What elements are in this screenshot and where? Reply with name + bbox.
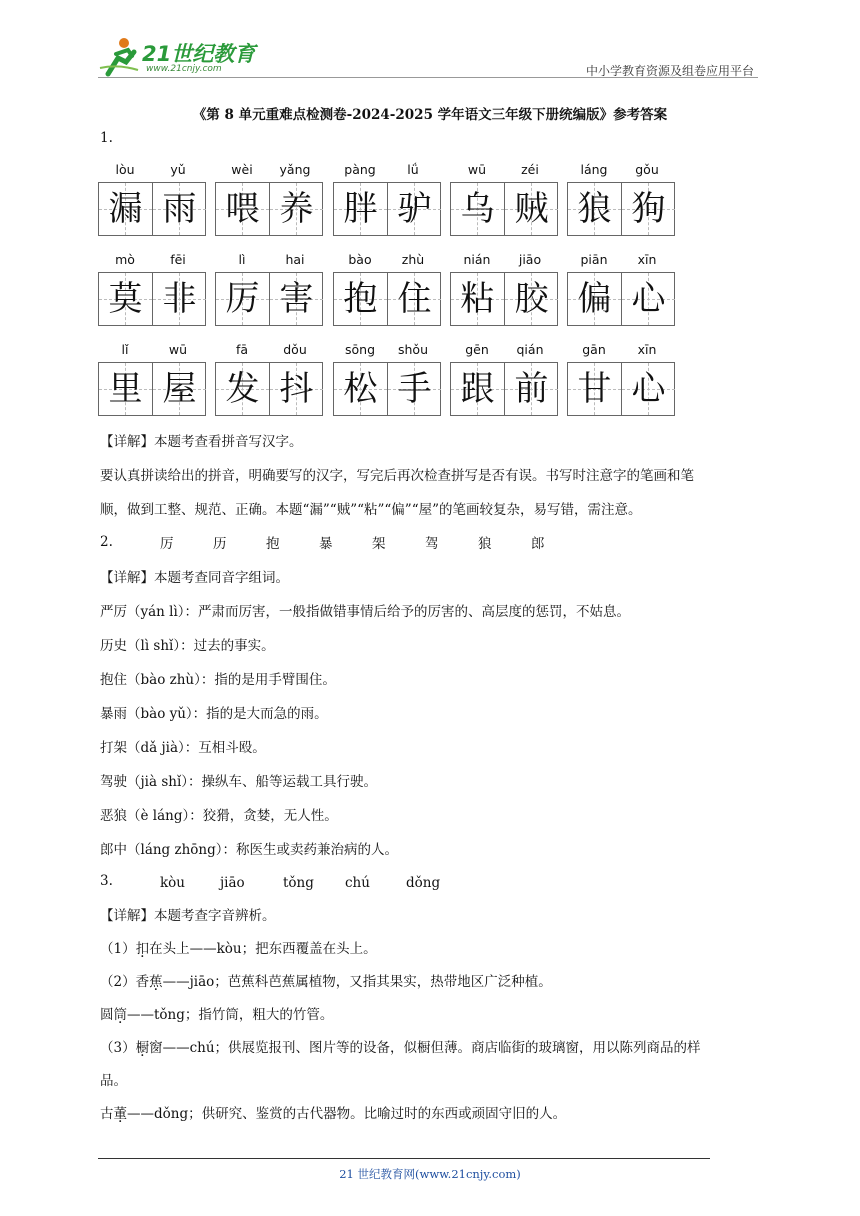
hanzi: 贼	[514, 189, 549, 229]
hanzi: 雨	[162, 189, 197, 229]
runner-logo-icon	[98, 34, 142, 78]
q2-explanation-line: 抱住（bào zhù）：指的是用手臂围住。	[100, 672, 336, 688]
hanzi: 偏	[577, 279, 612, 319]
q2-explanation-line: 打架（dǎ jià）：互相斗殴。	[100, 740, 266, 756]
character-box	[568, 363, 621, 415]
q3-detail: 【详解】本题考查字音辨析。	[100, 908, 276, 924]
q2-explanation-line: 暴雨（bào yǔ）：指的是大而急的雨。	[100, 706, 328, 722]
pinyin: piān	[580, 252, 608, 267]
q2-explanation-line: 历史（lì shǐ）：过去的事实。	[100, 638, 275, 654]
pinyin: lòu	[115, 162, 135, 177]
q3-answer: tǒng	[283, 875, 314, 891]
q3-line-4-cont: 品。	[100, 1073, 127, 1089]
pinyin-row	[215, 340, 323, 358]
pinyin: fā	[235, 342, 249, 357]
q2-detail: 【详解】本题考查同音字组词。	[100, 570, 289, 586]
q3-answer: dǒng	[406, 875, 441, 891]
tian-grid-boxes	[215, 182, 323, 236]
pinyin: mò	[115, 252, 135, 267]
document-title: 《第 8 单元重难点检测卷-2024-2025 学年语文三年级下册统编版》参考答案	[192, 107, 668, 123]
hanzi: 前	[514, 369, 549, 409]
hanzi: 喂	[225, 189, 260, 229]
pinyin: lǐ	[121, 342, 129, 357]
q1-explain-line-1: 要认真拼读给出的拼音，明确要写的汉字，写完后再次检查拼写是否有误。书写时注意字的笔画和笔	[100, 468, 694, 484]
question-2-number: 2.	[100, 534, 113, 550]
pinyin: xīn	[637, 342, 657, 357]
q3-answer: chú	[345, 875, 370, 891]
hanzi: 驴	[397, 189, 432, 229]
pinyin-row	[333, 250, 441, 268]
tian-grid-boxes	[333, 272, 441, 326]
pinyin-row	[98, 340, 206, 358]
tian-grid-boxes	[567, 362, 675, 416]
character-box	[621, 273, 675, 325]
pinyin-row	[567, 160, 675, 178]
character-box	[451, 273, 504, 325]
tian-grid-boxes	[567, 272, 675, 326]
footer-divider	[98, 1158, 710, 1159]
q2-explanation-line: 严厉（yán lì）：严肃而厉害，一般指做错事情后给予的厉害的、高层度的惩罚，不姑息。	[100, 604, 631, 620]
hanzi: 跟	[460, 369, 495, 409]
hanzi: 漏	[108, 189, 143, 229]
hanzi: 莫	[108, 279, 143, 319]
tian-grid-boxes	[98, 272, 206, 326]
q3-answer: jiāo	[220, 875, 245, 891]
pinyin: dǒu	[283, 342, 307, 357]
emphasized-char: 筒	[113, 1007, 127, 1023]
question-1-number: 1.	[100, 130, 113, 146]
character-box	[334, 273, 387, 325]
q2-explanation-line: 驾驶（jià shǐ）：操纵车、船等运载工具行驶。	[100, 774, 378, 790]
character-box	[451, 363, 504, 415]
pinyin: bào	[348, 252, 372, 267]
q2-answer: 抱	[266, 536, 280, 552]
character-box	[387, 183, 441, 235]
character-box	[216, 183, 269, 235]
q2-answer: 厉	[160, 536, 174, 552]
pinyin: pàng	[344, 162, 376, 177]
pinyin: láng	[580, 162, 608, 177]
logo-text: 21世纪教育	[142, 42, 256, 66]
hanzi: 乌	[460, 189, 495, 229]
hanzi: 粘	[460, 279, 495, 319]
hanzi: 胖	[343, 189, 378, 229]
hanzi: 抖	[279, 369, 314, 409]
pinyin-row	[450, 160, 558, 178]
q1-detail: 【详解】本题考查看拼音写汉字。	[100, 434, 303, 450]
emphasized-char: 扣	[135, 941, 150, 957]
header-platform-text: 中小学教育资源及组卷应用平台	[585, 64, 754, 78]
pinyin: qián	[516, 342, 544, 357]
q3-line-5: 古董——dǒng；供研究、鉴赏的古代器物。比喻过时的东西或顽固守旧的人。	[100, 1106, 567, 1122]
emphasized-char: 橱	[135, 1040, 150, 1056]
pinyin: gān	[582, 342, 606, 357]
tian-grid-boxes	[567, 182, 675, 236]
q2-explanation-line: 恶狼（è láng）：狡猾，贪婪，无人性。	[100, 808, 338, 824]
character-box	[99, 183, 152, 235]
pinyin: hai	[285, 252, 305, 267]
character-box	[504, 363, 558, 415]
page-header	[98, 34, 758, 78]
hanzi: 屋	[162, 369, 197, 409]
q2-answer: 驾	[425, 536, 439, 552]
q2-explanation-line: 郎中（láng zhōng）：称医生或卖药兼治病的人。	[100, 842, 399, 858]
character-box	[334, 183, 387, 235]
pinyin: fēi	[170, 252, 186, 267]
pinyin: shǒu	[397, 342, 428, 357]
q1-explain-line-2: 顺，做到工整、规范、正确。本题“漏”“贼”“粘”“偏”“屋”的笔画较复杂，易写错，需注意。	[100, 502, 642, 518]
emphasized-char: 董	[113, 1106, 127, 1122]
character-box	[621, 363, 675, 415]
header-divider	[98, 77, 758, 78]
hanzi: 狼	[577, 189, 612, 229]
character-box	[334, 363, 387, 415]
character-box	[387, 363, 441, 415]
pinyin: yǎng	[279, 162, 311, 177]
hanzi: 心	[631, 279, 666, 319]
tian-grid-boxes	[98, 182, 206, 236]
hanzi: 里	[108, 369, 143, 409]
pinyin: nián	[463, 252, 491, 267]
tian-grid-boxes	[450, 272, 558, 326]
tian-grid-boxes	[333, 362, 441, 416]
pinyin: zéi	[521, 162, 539, 177]
site-logo	[98, 34, 258, 78]
logo-url: www.21cnjy.com	[146, 64, 222, 74]
tian-grid-boxes	[333, 182, 441, 236]
q2-answer: 狼	[478, 536, 492, 552]
tian-grid-boxes	[215, 272, 323, 326]
character-box	[216, 363, 269, 415]
pinyin: sōng	[344, 342, 376, 357]
hanzi: 发	[225, 369, 260, 409]
emphasized-char: 蕉	[149, 974, 163, 990]
tian-grid-boxes	[98, 362, 206, 416]
hanzi: 害	[279, 279, 314, 319]
character-box	[568, 273, 621, 325]
hanzi: 松	[343, 369, 378, 409]
tian-grid-boxes	[450, 182, 558, 236]
hanzi: 心	[631, 369, 666, 409]
character-box	[451, 183, 504, 235]
pinyin: wū	[467, 162, 487, 177]
pinyin: lǘ	[407, 162, 419, 177]
hanzi: 非	[162, 279, 197, 319]
q2-answer: 历	[213, 536, 227, 552]
tian-grid-boxes	[450, 362, 558, 416]
pinyin-row	[567, 250, 675, 268]
character-box	[152, 363, 206, 415]
q2-answer: 架	[372, 536, 386, 552]
hanzi: 住	[397, 279, 432, 319]
pinyin-row	[567, 340, 675, 358]
pinyin-row	[98, 160, 206, 178]
pinyin: gēn	[465, 342, 489, 357]
pinyin-row	[333, 340, 441, 358]
pinyin-row	[215, 250, 323, 268]
hanzi: 抱	[343, 279, 378, 319]
character-box	[99, 273, 152, 325]
tian-grid-boxes	[215, 362, 323, 416]
footer-text: 21 世纪教育网(www.21cnjy.com)	[339, 1167, 521, 1181]
pinyin-row	[450, 340, 558, 358]
q2-answer: 暴	[319, 536, 333, 552]
character-box	[504, 183, 558, 235]
hanzi: 狗	[631, 189, 666, 229]
pinyin-row	[450, 250, 558, 268]
pinyin: gǒu	[635, 162, 659, 177]
hanzi: 甘	[577, 369, 612, 409]
character-box	[152, 273, 206, 325]
hanzi: 胶	[514, 279, 549, 319]
pinyin-row	[98, 250, 206, 268]
q3-answer: kòu	[160, 875, 186, 891]
character-box	[99, 363, 152, 415]
character-box	[216, 273, 269, 325]
character-box	[504, 273, 558, 325]
pinyin: wèi	[231, 162, 253, 177]
character-box	[387, 273, 441, 325]
q3-line-4: （3）橱窗——chú；供展览报刊、图片等的设备，似橱但薄。商店临街的玻璃窗，用以陈列商品的样	[100, 1040, 701, 1056]
character-box	[269, 183, 323, 235]
hanzi: 养	[279, 189, 314, 229]
pinyin: zhù	[401, 252, 425, 267]
pinyin-row	[333, 160, 441, 178]
character-box	[269, 363, 323, 415]
character-box	[568, 183, 621, 235]
pinyin: yǔ	[170, 162, 186, 177]
question-3-number: 3.	[100, 873, 113, 889]
pinyin: jiāo	[518, 252, 542, 267]
pinyin: wū	[168, 342, 188, 357]
character-box	[621, 183, 675, 235]
character-box	[152, 183, 206, 235]
pinyin: lì	[238, 252, 246, 267]
q3-line-3: 圆筒——tǒng；指竹筒，粗大的竹管。	[100, 1007, 334, 1023]
hanzi: 手	[397, 369, 432, 409]
q3-line-2: （2）香蕉——jiāo；芭蕉科芭蕉属植物，又指其果实，热带地区广泛种植。	[100, 974, 552, 990]
character-box	[269, 273, 323, 325]
pinyin: xīn	[637, 252, 657, 267]
q3-line-1: （1）扣在头上——kòu；把东西覆盖在头上。	[100, 941, 377, 957]
q2-answer: 郎	[531, 536, 545, 552]
hanzi: 厉	[225, 279, 260, 319]
pinyin-row	[215, 160, 323, 178]
